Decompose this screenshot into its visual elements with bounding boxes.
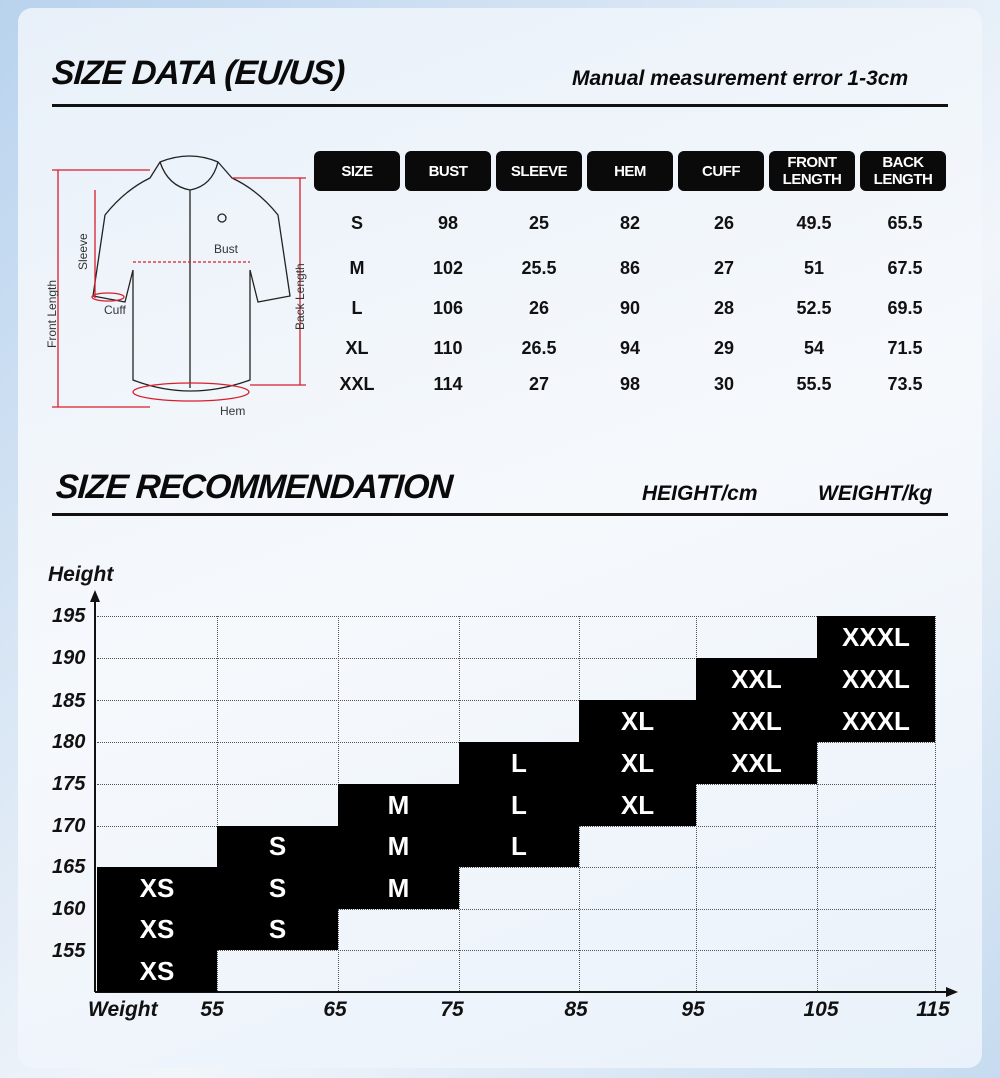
y-axis-arrow (90, 590, 100, 602)
size-recommendation-title: SIZE RECOMMENDATION (54, 468, 454, 506)
size-cell-xs: XS (97, 909, 217, 950)
table-cell: L (351, 298, 363, 318)
x-tick-label: 105 (803, 998, 839, 1021)
table-cell: 102 (432, 258, 464, 278)
y-tick-label: 160 (52, 898, 86, 920)
y-tick-label: 185 (52, 690, 86, 712)
size-cell-xxl: XXL (696, 700, 817, 742)
size-cell-m: M (338, 867, 459, 909)
header-sleeve: SLEEVE (496, 151, 582, 191)
jersey-logo (218, 214, 226, 222)
y-tick-label: 180 (52, 731, 86, 753)
height-unit-label: HEIGHT/cm (642, 482, 758, 505)
front-length-label: Front Length (45, 279, 59, 348)
table-cell: 98 (619, 374, 641, 394)
y-tick-label: 195 (52, 605, 86, 627)
measurement-note: Manual measurement error 1-3cm (572, 67, 909, 90)
size-cell-xs: XS (97, 950, 217, 992)
x-tick-label: 55 (200, 998, 224, 1021)
jersey-outline (93, 156, 290, 391)
y-tick-label: 170 (52, 815, 86, 837)
table-cell: 110 (433, 338, 463, 358)
size-data-title: SIZE DATA (EU/US) (50, 54, 346, 92)
header-cuff: CUFF (678, 151, 764, 191)
size-cell-l: L (459, 784, 579, 826)
jersey-diagram (40, 145, 320, 435)
header-bust: BUST (405, 151, 491, 191)
grid-line-vertical (935, 616, 936, 991)
table-cell: 94 (619, 338, 641, 358)
header-back-length: BACK LENGTH (860, 151, 946, 191)
table-cell: XXL (339, 374, 375, 394)
table-cell: 28 (713, 298, 735, 318)
y-tick-label: 165 (52, 856, 86, 878)
table-cell: 52.5 (796, 298, 832, 318)
size-cell-m: M (338, 826, 459, 867)
size-cell-xl: XL (579, 784, 696, 826)
recommendation-rule (52, 513, 948, 516)
table-cell: 73.5 (887, 374, 923, 394)
y-axis-title: Height (48, 563, 114, 586)
size-cell-xxl: XXL (696, 742, 817, 784)
table-cell: 65.5 (887, 213, 923, 233)
bust-label: Bust (214, 242, 239, 256)
size-cell-s: S (217, 867, 338, 909)
table-cell: 86 (619, 258, 641, 278)
x-tick-label: 85 (564, 998, 588, 1021)
size-cell-m: M (338, 784, 459, 826)
jersey-collar (160, 162, 218, 190)
table-cell: 82 (619, 213, 641, 233)
weight-unit-label: WEIGHT/kg (818, 482, 933, 505)
size-data-rule (52, 104, 948, 107)
y-tick-label: 190 (52, 647, 86, 669)
x-tick-label: 65 (323, 998, 347, 1021)
size-cell-s: S (217, 826, 338, 867)
x-axis-title: Weight (88, 998, 158, 1021)
header-size: SIZE (314, 151, 400, 191)
table-cell: 71.5 (887, 338, 923, 358)
table-cell: 114 (433, 374, 463, 394)
sleeve-label: Sleeve (76, 233, 90, 270)
size-cell-xl: XL (579, 742, 696, 784)
table-cell: 27 (713, 258, 735, 278)
size-cell-xxxl: XXXL (817, 700, 935, 742)
size-cell-xs: XS (97, 867, 217, 909)
table-cell: M (349, 258, 365, 278)
table-cell: 90 (619, 298, 641, 318)
table-cell: 54 (803, 338, 825, 358)
size-cell-xxxl: XXXL (817, 616, 935, 658)
grid-line-horizontal (97, 950, 935, 951)
hem-line (133, 383, 249, 401)
table-cell: 26 (713, 213, 735, 233)
grid-line-horizontal (97, 616, 935, 617)
x-axis-arrow (946, 987, 958, 997)
size-cell-xl: XL (579, 700, 696, 742)
size-cell-xxxl: XXXL (817, 658, 935, 700)
table-cell: 26.5 (521, 338, 557, 358)
size-cell-l: L (459, 742, 579, 784)
table-cell: 69.5 (887, 298, 923, 318)
size-cell-xxl: XXL (696, 658, 817, 700)
table-cell: 30 (713, 374, 735, 394)
hem-label: Hem (220, 404, 246, 418)
table-cell: 106 (432, 298, 464, 318)
table-cell: 49.5 (796, 213, 832, 233)
table-cell: 51 (803, 258, 825, 278)
table-cell: 25.5 (521, 258, 557, 278)
y-tick-label: 175 (52, 773, 86, 795)
x-tick-label: 115 (916, 998, 950, 1021)
size-cell-l: L (459, 826, 579, 867)
cuff-label: Cuff (104, 303, 126, 317)
x-tick-label: 75 (440, 998, 464, 1021)
header-front-length: FRONT LENGTH (769, 151, 855, 191)
table-cell: 26 (528, 298, 550, 318)
y-tick-label: 155 (52, 940, 86, 962)
size-cell-s: S (217, 909, 338, 950)
table-cell: 98 (437, 213, 459, 233)
table-cell: 25 (528, 213, 550, 233)
table-cell: XL (345, 338, 369, 358)
table-cell: 67.5 (887, 258, 923, 278)
table-cell: 29 (713, 338, 735, 358)
table-cell: S (350, 213, 363, 233)
table-cell: 27 (528, 374, 550, 394)
x-tick-label: 95 (681, 998, 705, 1021)
table-cell: 55.5 (796, 374, 832, 394)
header-hem: HEM (587, 151, 673, 191)
back-length-label: Back Length (293, 263, 307, 330)
